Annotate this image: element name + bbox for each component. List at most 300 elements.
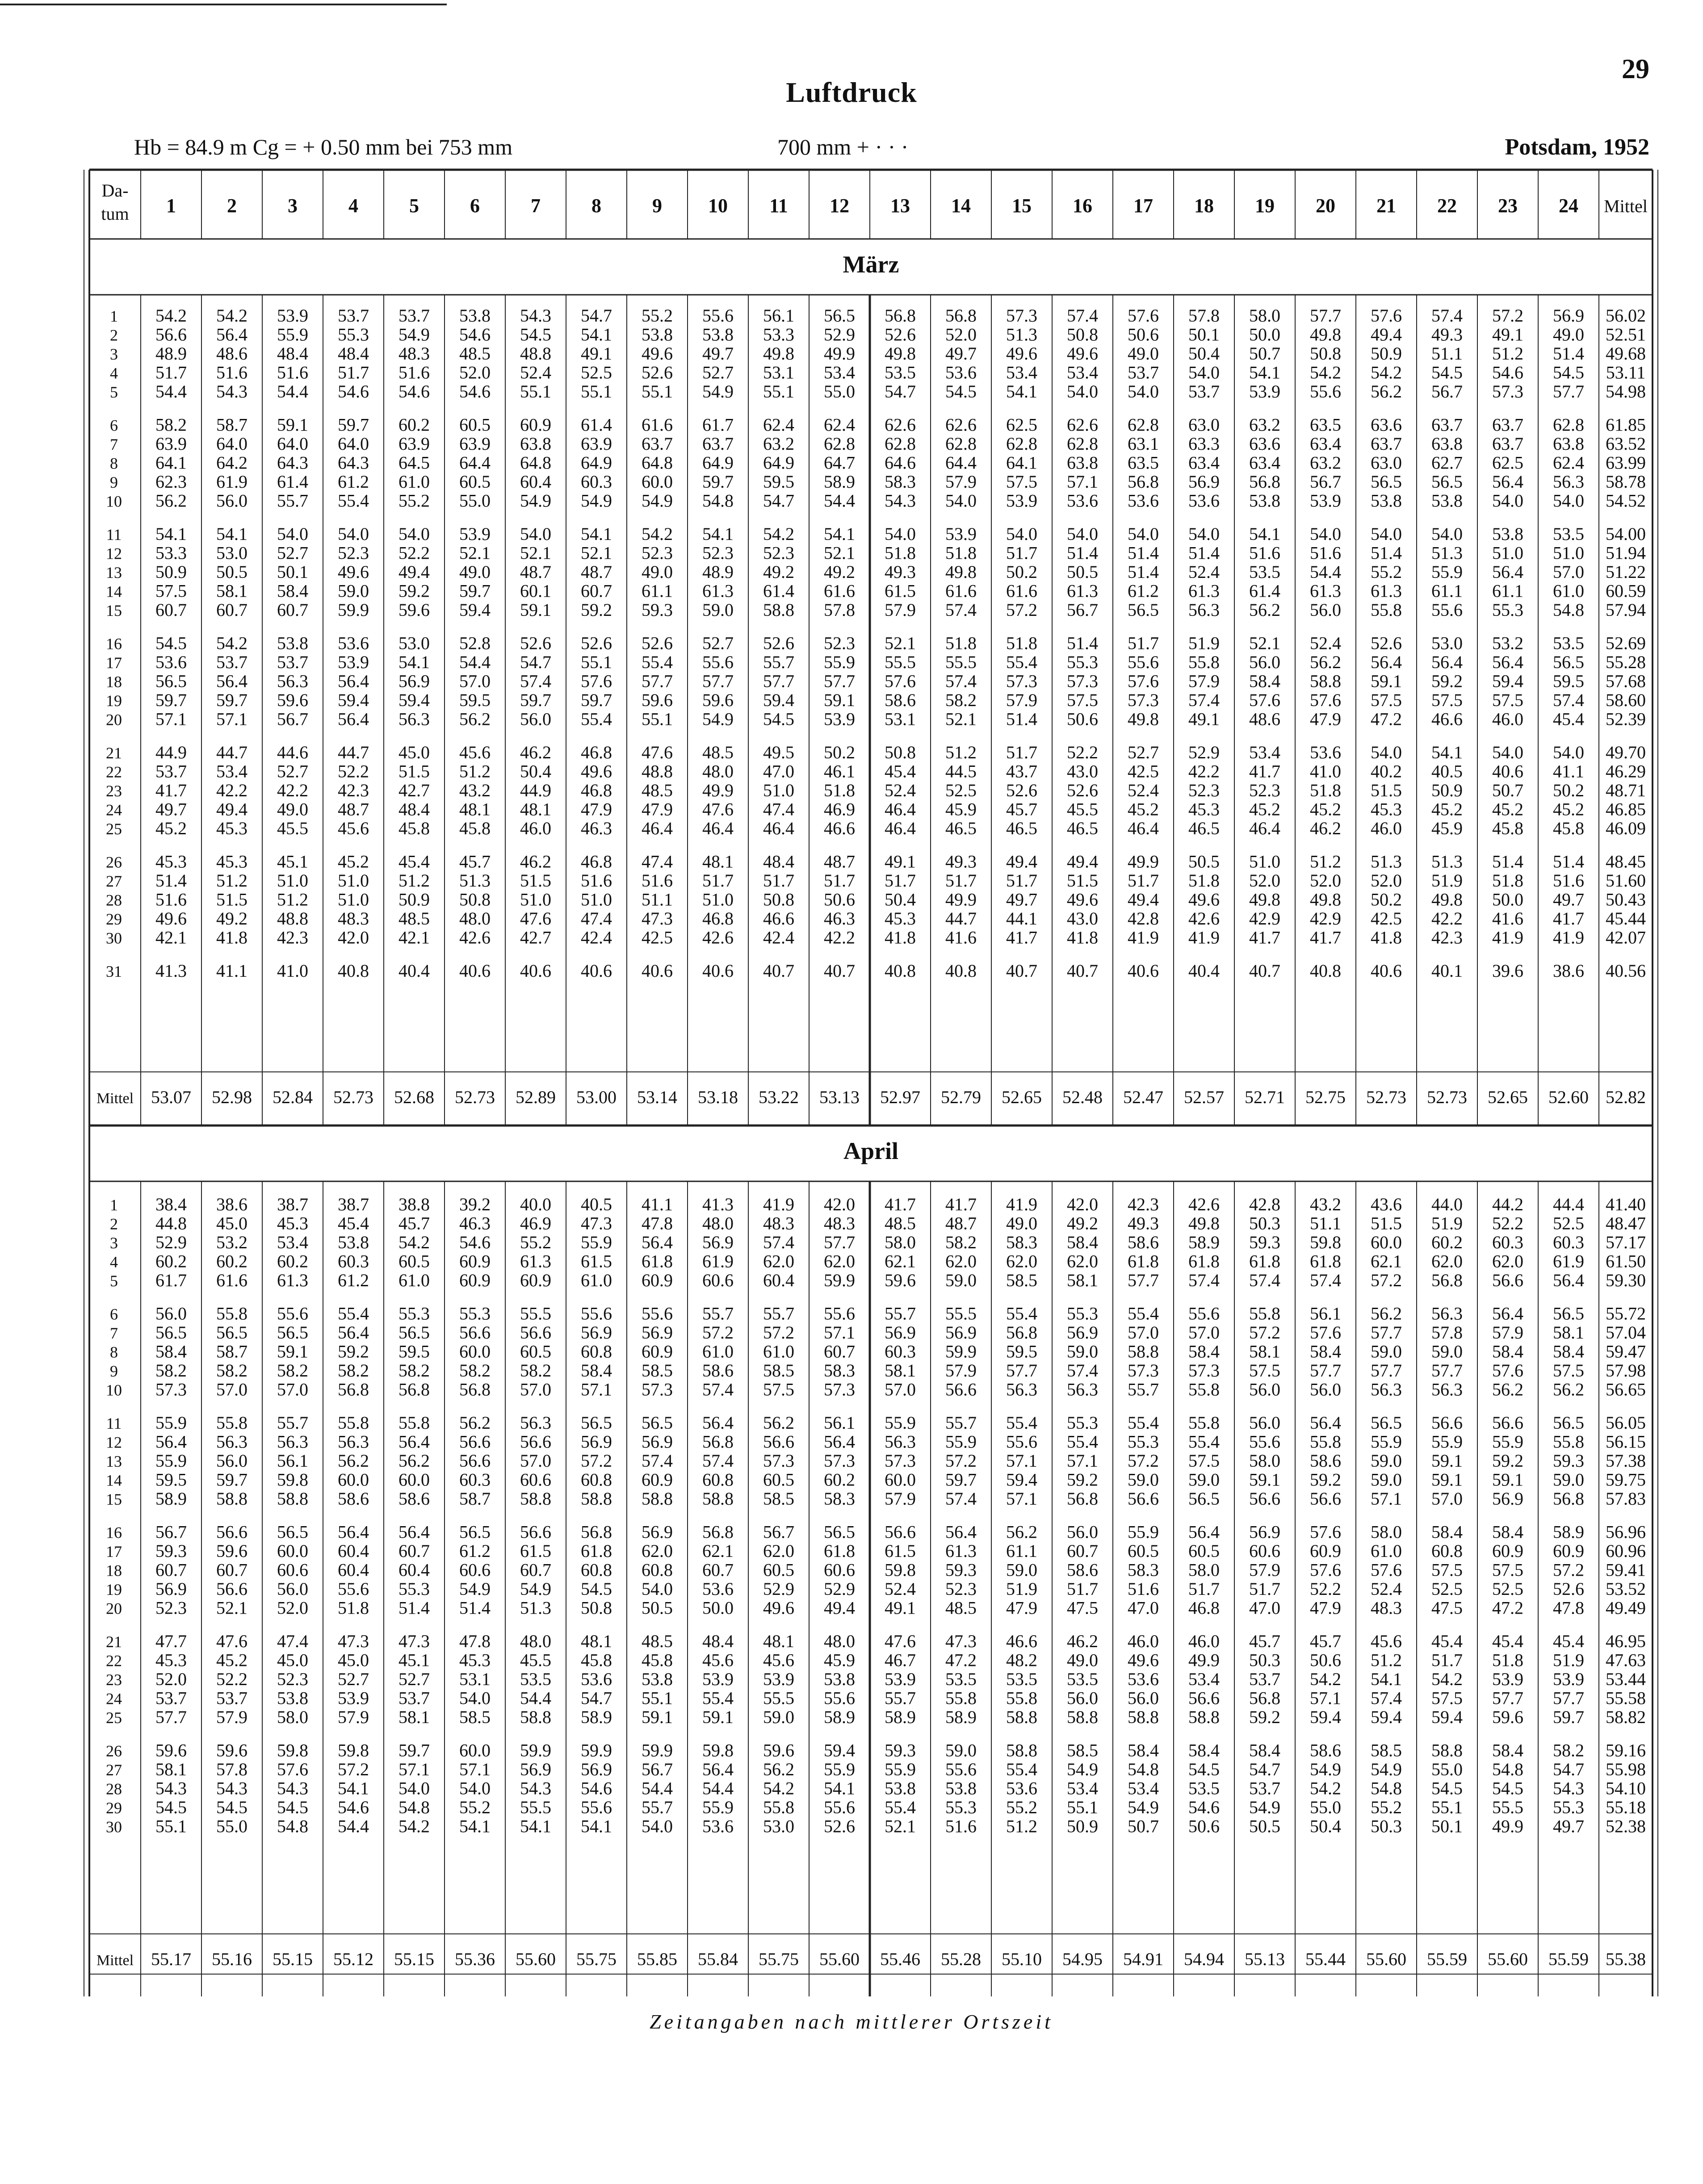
hourly-value: 54.9 [398, 324, 430, 345]
hourly-value: 49.6 [581, 761, 612, 782]
hourly-value: 51.3 [459, 870, 491, 891]
hourly-value: 59.0 [945, 1270, 977, 1290]
hourly-value: 58.1 [216, 581, 247, 601]
hourly-value: 60.5 [398, 1251, 430, 1272]
hourly-value: 47.4 [581, 908, 612, 929]
hourly-value: 53.7 [1249, 1669, 1280, 1689]
hourly-value: 46.9 [520, 1213, 551, 1234]
row-day: 8 [110, 454, 118, 473]
hourly-value: 53.5 [885, 362, 916, 383]
hourly-value: 51.8 [1492, 1650, 1523, 1670]
hourly-value: 52.2 [338, 761, 369, 782]
hourly-value: 59.1 [1431, 1469, 1463, 1490]
hourly-value: 62.0 [945, 1251, 977, 1272]
hourly-value: 59.5 [763, 472, 794, 492]
hourly-value: 50.7 [1128, 1816, 1159, 1837]
row-mean-value: 55.18 [1606, 1797, 1646, 1817]
hourly-value: 53.6 [1310, 742, 1341, 762]
hourly-value: 55.9 [581, 1232, 612, 1252]
hourly-value: 57.0 [520, 1451, 551, 1471]
hourly-value: 42.2 [277, 780, 308, 800]
hourly-value: 48.6 [1249, 709, 1280, 729]
hourly-mean-value: 55.15 [273, 1949, 313, 1969]
hourly-value: 48.5 [642, 780, 673, 800]
row-day: 27 [106, 1761, 122, 1779]
hourly-value: 51.0 [581, 889, 612, 910]
hourly-value: 61.6 [824, 581, 855, 601]
hourly-value: 40.6 [459, 961, 491, 981]
hourly-value: 59.0 [1188, 1469, 1220, 1490]
hourly-value: 53.9 [277, 305, 308, 326]
hourly-value: 49.8 [1188, 1213, 1220, 1234]
hourly-value: 60.7 [277, 600, 308, 620]
hourly-value: 61.6 [642, 414, 673, 435]
hourly-value: 54.0 [1128, 381, 1159, 402]
hourly-value: 56.9 [1249, 1522, 1280, 1542]
row-day: 9 [110, 1362, 118, 1380]
hourly-value: 59.6 [155, 1740, 187, 1761]
row-mean-value: 59.47 [1606, 1341, 1646, 1362]
hourly-value: 51.5 [398, 761, 430, 782]
hourly-value: 52.9 [824, 324, 855, 345]
row-day: 28 [106, 891, 122, 909]
hourly-value: 49.0 [1006, 1213, 1037, 1234]
row-mean-value: 56.02 [1606, 305, 1646, 326]
hourly-value: 54.9 [702, 709, 734, 729]
hourly-value: 62.0 [1492, 1251, 1523, 1272]
hourly-value: 55.1 [1067, 1797, 1098, 1817]
hourly-value: 54.4 [277, 381, 308, 402]
hourly-value: 57.3 [824, 1379, 855, 1400]
row-mean-value: 55.58 [1606, 1688, 1646, 1708]
row-day: 12 [106, 544, 122, 563]
hourly-value: 53.8 [885, 1778, 916, 1799]
hourly-value: 55.9 [1371, 1431, 1402, 1452]
hourly-value: 64.1 [155, 452, 187, 473]
row-mean-value: 48.47 [1606, 1213, 1646, 1234]
hourly-value: 60.6 [1249, 1541, 1280, 1561]
hourly-value: 49.6 [1128, 1650, 1159, 1670]
hourly-value: 56.8 [1006, 1322, 1037, 1343]
hourly-value: 54.4 [459, 652, 491, 672]
hourly-value: 48.1 [459, 799, 491, 820]
hourly-mean-value: 55.60 [1366, 1949, 1406, 1969]
hourly-value: 53.4 [1188, 1669, 1220, 1689]
hourly-value: 57.4 [1188, 1270, 1220, 1290]
hourly-value: 58.2 [1553, 1740, 1584, 1761]
hourly-value: 56.5 [155, 671, 187, 691]
hourly-value: 61.0 [398, 472, 430, 492]
hourly-value: 54.8 [1492, 1759, 1523, 1779]
hourly-value: 55.7 [945, 1413, 977, 1433]
hourly-value: 52.3 [277, 1669, 308, 1689]
hourly-value: 52.1 [459, 543, 491, 563]
hourly-value: 59.1 [277, 414, 308, 435]
hourly-value: 56.4 [1188, 1522, 1220, 1542]
hourly-value: 56.4 [338, 671, 369, 691]
hourly-value: 42.6 [459, 927, 491, 948]
hourly-value: 47.0 [763, 761, 794, 782]
page-title: Luftdruck [786, 76, 917, 108]
hourly-value: 55.7 [763, 1303, 794, 1324]
hourly-value: 52.0 [277, 1598, 308, 1618]
hourly-value: 51.1 [1431, 343, 1463, 364]
hourly-value: 55.9 [155, 1413, 187, 1433]
hourly-value: 51.7 [1188, 1579, 1220, 1599]
hourly-value: 48.5 [702, 742, 734, 762]
hourly-value: 53.4 [1006, 362, 1037, 383]
hourly-mean-value: 54.94 [1184, 1949, 1224, 1969]
hourly-value: 47.2 [1371, 709, 1402, 729]
hourly-value: 57.3 [642, 1379, 673, 1400]
hourly-value: 53.9 [1553, 1669, 1584, 1689]
hourly-value: 58.8 [763, 600, 794, 620]
hourly-value: 55.9 [885, 1413, 916, 1433]
hourly-value: 52.5 [1553, 1213, 1584, 1234]
hourly-value: 49.4 [1371, 324, 1402, 345]
row-day: 9 [110, 473, 118, 491]
hourly-value: 56.9 [581, 1759, 612, 1779]
hourly-value: 59.1 [1371, 671, 1402, 691]
hourly-value: 57.3 [155, 1379, 187, 1400]
hourly-value: 60.7 [155, 1560, 187, 1580]
hourly-value: 55.8 [216, 1413, 247, 1433]
hourly-value: 55.3 [945, 1797, 977, 1817]
hourly-value: 55.7 [702, 1303, 734, 1324]
hourly-value: 61.7 [155, 1270, 187, 1290]
hourly-value: 46.0 [1371, 818, 1402, 838]
hourly-value: 52.9 [155, 1232, 187, 1252]
hourly-value: 58.8 [216, 1489, 247, 1509]
hourly-value: 57.2 [1006, 600, 1037, 620]
hourly-value: 53.4 [1249, 742, 1280, 762]
hourly-value: 46.3 [459, 1213, 491, 1234]
hourly-value: 58.2 [459, 1360, 491, 1381]
hourly-value: 54.7 [581, 305, 612, 326]
hourly-value: 42.7 [398, 780, 430, 800]
hourly-value: 53.8 [277, 633, 308, 653]
hourly-value: 56.9 [1553, 305, 1584, 326]
hourly-value: 54.9 [1249, 1797, 1280, 1817]
hourly-value: 55.1 [642, 381, 673, 402]
hourly-value: 56.0 [155, 1303, 187, 1324]
hourly-value: 50.6 [824, 889, 855, 910]
hourly-value: 52.6 [581, 633, 612, 653]
hourly-value: 54.5 [1492, 1778, 1523, 1799]
hourly-value: 53.8 [1249, 490, 1280, 511]
hourly-value: 57.7 [1128, 1270, 1159, 1290]
hourly-value: 51.7 [945, 870, 977, 891]
hourly-value: 52.6 [1067, 780, 1098, 800]
hourly-value: 53.4 [1128, 1778, 1159, 1799]
row-day: 7 [110, 1324, 118, 1342]
hourly-value: 42.8 [1128, 908, 1159, 929]
hourly-value: 57.9 [885, 600, 916, 620]
hourly-value: 53.5 [1006, 1669, 1037, 1689]
hourly-value: 46.8 [1188, 1598, 1220, 1618]
hourly-value: 59.4 [1431, 1707, 1463, 1727]
hourly-value: 51.6 [216, 362, 247, 383]
hourly-value: 53.6 [945, 362, 977, 383]
hourly-value: 47.2 [945, 1650, 977, 1670]
hourly-value: 55.1 [155, 1816, 187, 1837]
hourly-value: 56.5 [1128, 600, 1159, 620]
row-day: 30 [106, 1818, 122, 1836]
hourly-value: 47.9 [642, 799, 673, 820]
hourly-value: 60.7 [702, 1560, 734, 1580]
hourly-value: 56.8 [398, 1379, 430, 1400]
hourly-value: 56.0 [1128, 1688, 1159, 1708]
hourly-value: 56.2 [398, 1451, 430, 1471]
hourly-value: 49.3 [1431, 324, 1463, 345]
hourly-value: 45.8 [1553, 818, 1584, 838]
hourly-value: 60.2 [1431, 1232, 1463, 1252]
hourly-value: 56.6 [520, 1522, 551, 1542]
hourly-value: 59.2 [1249, 1707, 1280, 1727]
row-day: 29 [106, 1799, 122, 1817]
hourly-value: 50.8 [581, 1598, 612, 1618]
hourly-value: 43.2 [459, 780, 491, 800]
hourly-value: 53.0 [216, 543, 247, 563]
hourly-value: 52.9 [824, 1579, 855, 1599]
hourly-value: 52.3 [642, 543, 673, 563]
hourly-value: 53.8 [338, 1232, 369, 1252]
hourly-value: 50.9 [1067, 1816, 1098, 1837]
row-day: 23 [106, 1671, 122, 1689]
hourly-value: 59.4 [824, 1740, 855, 1761]
hourly-value: 53.4 [1067, 1778, 1098, 1799]
row-mean-value: 59.16 [1606, 1740, 1646, 1761]
hourly-value: 53.9 [885, 1669, 916, 1689]
hourly-value: 45.3 [155, 851, 187, 872]
hourly-value: 59.8 [277, 1740, 308, 1761]
hourly-value: 44.7 [338, 742, 369, 762]
row-day: 26 [106, 1742, 122, 1760]
hourly-value: 52.0 [155, 1669, 187, 1689]
hourly-value: 54.9 [520, 490, 551, 511]
hourly-value: 57.4 [1371, 1688, 1402, 1708]
hourly-value: 58.4 [1128, 1740, 1159, 1761]
hourly-value: 54.6 [459, 381, 491, 402]
hourly-value: 58.4 [1492, 1341, 1523, 1362]
hourly-value: 57.3 [824, 1451, 855, 1471]
hourly-value: 57.2 [1553, 1560, 1584, 1580]
hourly-value: 57.1 [1371, 1489, 1402, 1509]
hourly-value: 45.2 [1492, 799, 1523, 820]
hourly-value: 56.2 [338, 1451, 369, 1471]
hourly-value: 59.6 [642, 690, 673, 710]
hourly-value: 48.1 [763, 1631, 794, 1651]
hourly-value: 57.1 [1310, 1688, 1341, 1708]
hourly-value: 55.6 [702, 305, 734, 326]
hourly-value: 58.0 [1371, 1522, 1402, 1542]
hourly-value: 60.7 [520, 1560, 551, 1580]
row-mean-value: 57.04 [1606, 1322, 1646, 1343]
hourly-value: 48.4 [398, 799, 430, 820]
hourly-value: 51.4 [398, 1598, 430, 1618]
hourly-value: 63.2 [1249, 414, 1280, 435]
hourly-value: 45.6 [702, 1650, 734, 1670]
hourly-value: 53.7 [338, 305, 369, 326]
row-day: 28 [106, 1780, 122, 1798]
hourly-value: 59.0 [1128, 1469, 1159, 1490]
row-mean-value: 53.44 [1606, 1669, 1646, 1689]
hourly-value: 52.5 [1492, 1579, 1523, 1599]
hourly-value: 60.3 [885, 1341, 916, 1362]
hourly-value: 45.0 [338, 1650, 369, 1670]
hourly-value: 47.3 [642, 908, 673, 929]
hourly-value: 56.5 [1371, 1413, 1402, 1433]
hourly-value: 57.1 [1067, 472, 1098, 492]
hourly-value: 53.8 [277, 1688, 308, 1708]
row-day: 15 [106, 1490, 122, 1508]
hourly-value: 41.1 [642, 1194, 673, 1214]
hourly-value: 62.0 [763, 1251, 794, 1272]
hourly-value: 53.9 [702, 1669, 734, 1689]
hourly-mean-value: 55.17 [151, 1949, 191, 1969]
hourly-value: 59.6 [216, 1740, 247, 1761]
row-day: 6 [110, 416, 118, 435]
hourly-value: 41.3 [155, 961, 187, 981]
hourly-value: 56.2 [1310, 652, 1341, 672]
row-mean-value: 60.59 [1606, 581, 1646, 601]
hourly-value: 54.9 [1371, 1759, 1402, 1779]
hourly-value: 55.6 [702, 652, 734, 672]
hourly-value: 58.5 [763, 1489, 794, 1509]
hourly-value: 57.2 [338, 1759, 369, 1779]
hourly-value: 46.7 [885, 1650, 916, 1670]
hourly-value: 59.4 [1371, 1707, 1402, 1727]
hourly-value: 54.3 [216, 1778, 247, 1799]
hourly-value: 56.8 [1553, 1489, 1584, 1509]
hourly-value: 59.9 [338, 600, 369, 620]
hourly-value: 55.0 [1431, 1759, 1463, 1779]
hourly-value: 59.0 [1371, 1451, 1402, 1471]
hourly-mean-value: 55.10 [1002, 1949, 1042, 1969]
hourly-value: 62.0 [824, 1251, 855, 1272]
hourly-value: 62.8 [1128, 414, 1159, 435]
hourly-value: 60.9 [642, 1469, 673, 1490]
hourly-value: 59.9 [642, 1740, 673, 1761]
hourly-value: 45.8 [642, 1650, 673, 1670]
hourly-value: 57.2 [1371, 1270, 1402, 1290]
hourly-value: 59.3 [945, 1560, 977, 1580]
hourly-mean-value: 52.75 [1305, 1087, 1346, 1107]
hourly-value: 55.4 [1006, 1303, 1037, 1324]
hourly-value: 64.8 [520, 452, 551, 473]
hourly-mean-value: 52.71 [1245, 1087, 1285, 1107]
hourly-value: 63.5 [1128, 452, 1159, 473]
hourly-value: 64.3 [277, 452, 308, 473]
hourly-value: 51.7 [824, 870, 855, 891]
hourly-value: 59.5 [459, 690, 491, 710]
hourly-value: 40.6 [642, 961, 673, 981]
hourly-mean-value: 55.59 [1427, 1949, 1467, 1969]
hourly-value: 63.9 [398, 434, 430, 454]
hourly-value: 59.2 [581, 600, 612, 620]
hourly-value: 42.0 [338, 927, 369, 948]
hourly-value: 54.6 [459, 324, 491, 345]
row-mean-value: 57.68 [1606, 671, 1646, 691]
row-mean-value: 49.68 [1606, 343, 1646, 364]
hourly-mean-value: 55.12 [333, 1949, 373, 1969]
hourly-value: 62.3 [155, 472, 187, 492]
hourly-value: 53.9 [1006, 490, 1037, 511]
hourly-value: 55.8 [338, 1413, 369, 1433]
hourly-value: 42.2 [216, 780, 247, 800]
hourly-value: 50.0 [702, 1598, 734, 1618]
hourly-value: 55.0 [824, 381, 855, 402]
hourly-value: 59.0 [1371, 1469, 1402, 1490]
hourly-value: 51.7 [763, 870, 794, 891]
hourly-value: 53.9 [338, 1688, 369, 1708]
hourly-value: 62.6 [945, 414, 977, 435]
hourly-value: 60.6 [702, 1270, 734, 1290]
hourly-value: 53.5 [945, 1669, 977, 1689]
hourly-value: 50.4 [885, 889, 916, 910]
hourly-value: 54.3 [216, 381, 247, 402]
hourly-value: 57.7 [1492, 1688, 1523, 1708]
hourly-value: 51.7 [1128, 633, 1159, 653]
hourly-value: 51.4 [1553, 343, 1584, 364]
hourly-value: 57.1 [1006, 1451, 1037, 1471]
row-mean-value: 54.98 [1606, 381, 1646, 402]
hourly-value: 59.9 [520, 1740, 551, 1761]
hourly-value: 56.5 [398, 1322, 430, 1343]
hourly-value: 56.5 [642, 1413, 673, 1433]
hourly-value: 49.1 [885, 1598, 916, 1618]
hourly-mean-value: 54.91 [1123, 1949, 1163, 1969]
hourly-value: 56.3 [520, 1413, 551, 1433]
row-day: 6 [110, 1305, 118, 1323]
hourly-value: 53.7 [1188, 381, 1220, 402]
hourly-value: 54.4 [520, 1688, 551, 1708]
hourly-value: 62.1 [702, 1541, 734, 1561]
hourly-value: 60.8 [581, 1560, 612, 1580]
hourly-value: 62.8 [885, 434, 916, 454]
hourly-value: 57.1 [1067, 1451, 1098, 1471]
hourly-value: 56.5 [1553, 652, 1584, 672]
hourly-value: 46.4 [702, 818, 734, 838]
hourly-value: 61.2 [338, 472, 369, 492]
hourly-value: 55.1 [1431, 1797, 1463, 1817]
hourly-value: 47.9 [1310, 1598, 1341, 1618]
hourly-value: 56.6 [1128, 1489, 1159, 1509]
header-hour: 4 [348, 195, 358, 217]
hourly-value: 56.9 [1188, 472, 1220, 492]
hourly-value: 57.9 [1249, 1560, 1280, 1580]
hourly-value: 56.4 [398, 1522, 430, 1542]
hourly-value: 55.9 [1492, 1431, 1523, 1452]
hourly-value: 60.3 [1492, 1232, 1523, 1252]
hourly-value: 40.4 [398, 961, 430, 981]
hourly-value: 46.4 [642, 818, 673, 838]
hourly-value: 54.5 [581, 1579, 612, 1599]
hourly-value: 59.2 [1310, 1469, 1341, 1490]
hourly-value: 40.8 [338, 961, 369, 981]
hourly-value: 57.6 [1128, 671, 1159, 691]
hourly-value: 52.7 [702, 362, 734, 383]
hourly-value: 62.8 [945, 434, 977, 454]
hourly-value: 60.1 [520, 581, 551, 601]
row-mean-value: 57.98 [1606, 1360, 1646, 1381]
hourly-value: 47.7 [155, 1631, 187, 1651]
hourly-value: 56.9 [642, 1522, 673, 1542]
hourly-value: 49.4 [398, 562, 430, 582]
hourly-value: 42.4 [763, 927, 794, 948]
hourly-value: 59.9 [945, 1341, 977, 1362]
hourly-value: 61.0 [702, 1341, 734, 1362]
